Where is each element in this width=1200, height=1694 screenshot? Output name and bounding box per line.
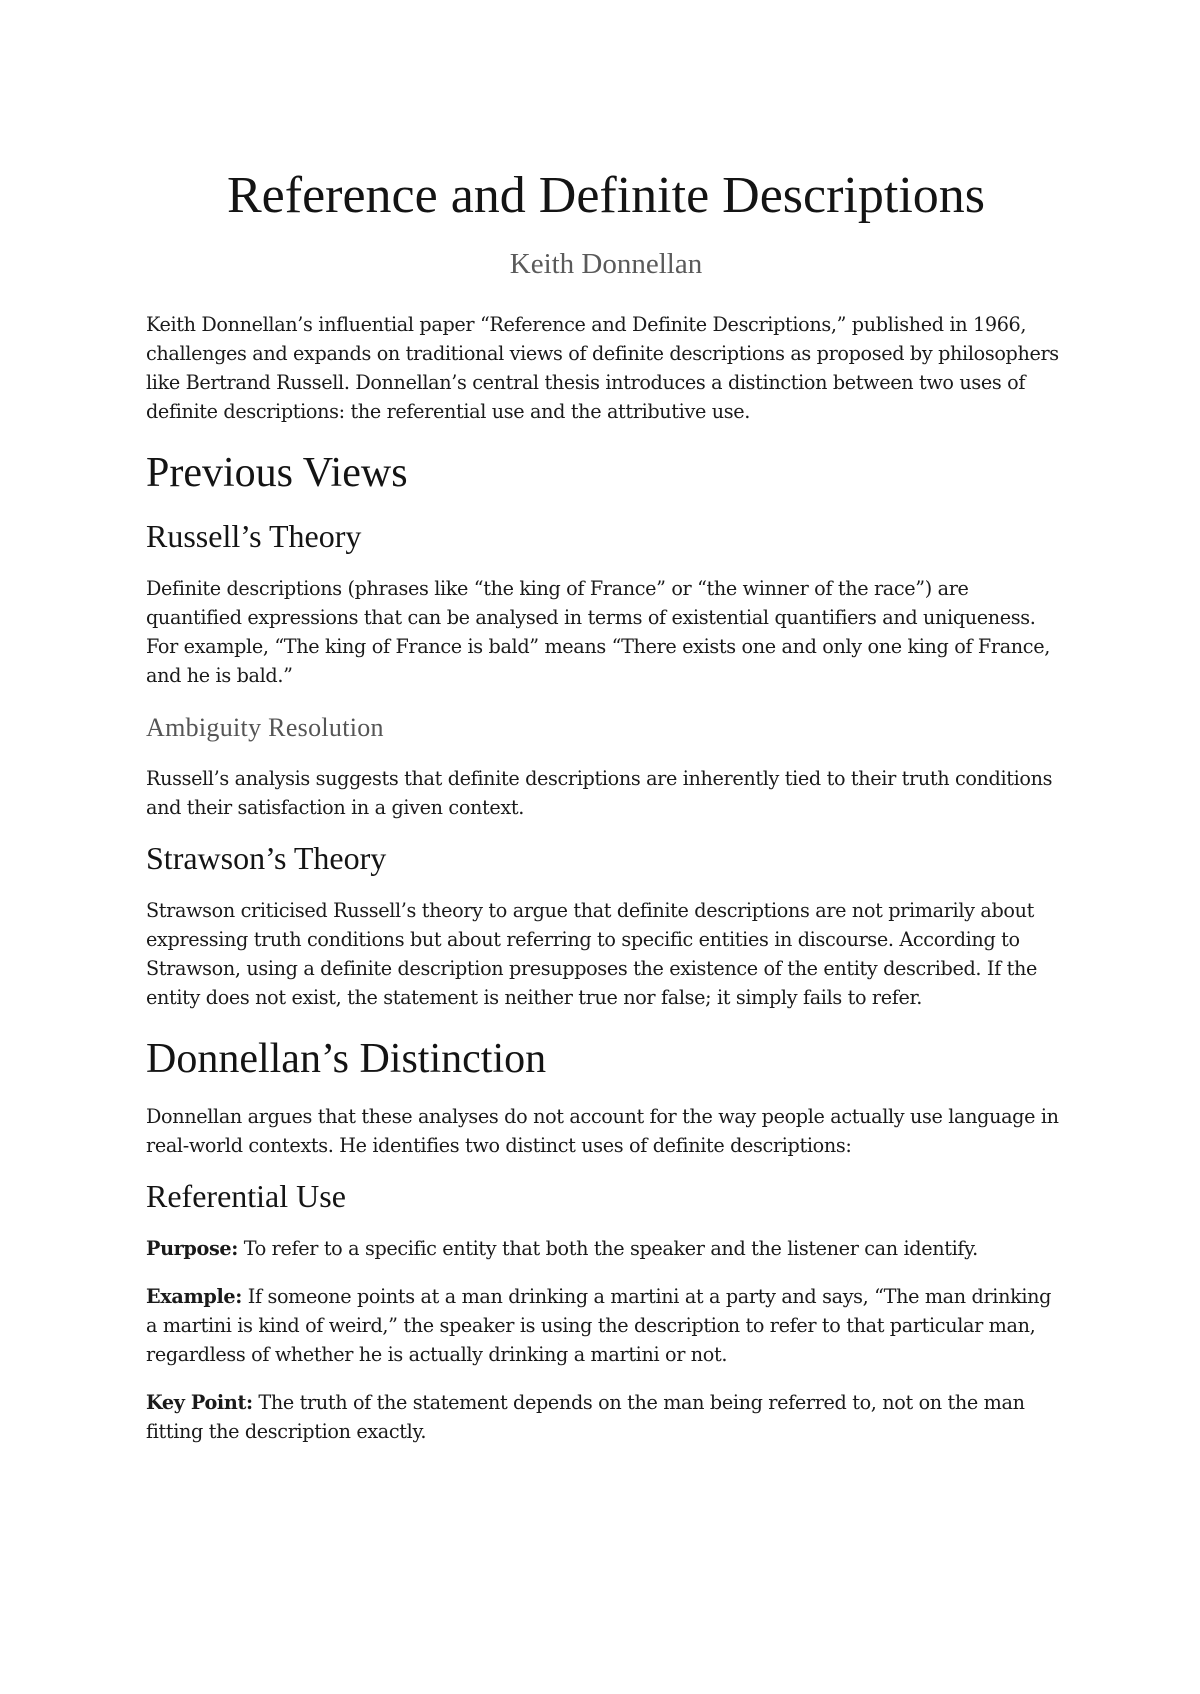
example-text: If someone points at a man drinking a martini at a party and says, “The man drinking a martini is kind of weird,” the speaker is using the description to refer to that particular man, regardless of whether he is actually drinking a martini or not.: [146, 1285, 1052, 1366]
example-paragraph: [146, 1282, 1066, 1369]
russell-paragraph: Definite descriptions (phrases like “the king of France” or “the winner of the race”) are quantified expressions that can be analysed in terms of existential quantifiers and uniqueness. For example, “The king of France is bald” means “There exists one and only one king of France, and he is bald.”: [146, 577, 1050, 687]
distinction-paragraph: Donnellan argues that these analyses do not account for the way people actually use language in real-world contexts. He identifies two distinct uses of definite descriptions:: [146, 1105, 1059, 1157]
subsection-heading-strawson: Strawson’s Theory: [146, 840, 387, 876]
author-name: Keith Donnellan: [509, 248, 703, 280]
purpose-text: To refer to a specific entity that both the speaker and the listener can identify.: [238, 1237, 978, 1260]
subsubsection-heading-ambiguity: Ambiguity Resolution: [146, 713, 384, 742]
example-label: Example:: [146, 1285, 242, 1308]
intro-paragraph: Keith Donnellan’s influential paper “Reference and Definite Descriptions,” published in 1966, challenges and expands on traditional views of definite descriptions as proposed by philosophers like Bertrand Russell. Donnellan’s central thesis introduces a distinction between two uses of definite descriptions: the referential use and the attributive use.: [146, 313, 1059, 423]
section-heading-distinction: Donnellan’s Distinction: [146, 1036, 547, 1082]
ambiguity-paragraph: Russell’s analysis suggests that definite descriptions are inherently tied to their truth conditions and their satisfaction in a given context.: [146, 767, 1053, 819]
section-heading-previous-views: Previous Views: [146, 450, 408, 496]
keypoint-text: The truth of the statement depends on the man being referred to, not on the man fitting the description exactly.: [146, 1391, 1025, 1443]
keypoint-paragraph: [146, 1388, 1066, 1446]
document-page: [146, 160, 1066, 1446]
subsection-heading-referential: Referential Use: [146, 1178, 346, 1214]
purpose-paragraph: [146, 1234, 1066, 1263]
keypoint-label: Key Point:: [146, 1391, 253, 1414]
purpose-label: Purpose:: [146, 1237, 238, 1260]
page-title: Reference and Definite Descriptions: [226, 167, 985, 224]
strawson-paragraph: Strawson criticised Russell’s theory to argue that definite descriptions are not primarily about expressing truth conditions but about referring to specific entities in discourse. According to Strawson, using a definite description presupposes the existence of the entity described. If the entity does not exist, the statement is neither true nor false; it simply fails to refer.: [146, 899, 1038, 1009]
subsection-heading-russell: Russell’s Theory: [146, 518, 362, 554]
